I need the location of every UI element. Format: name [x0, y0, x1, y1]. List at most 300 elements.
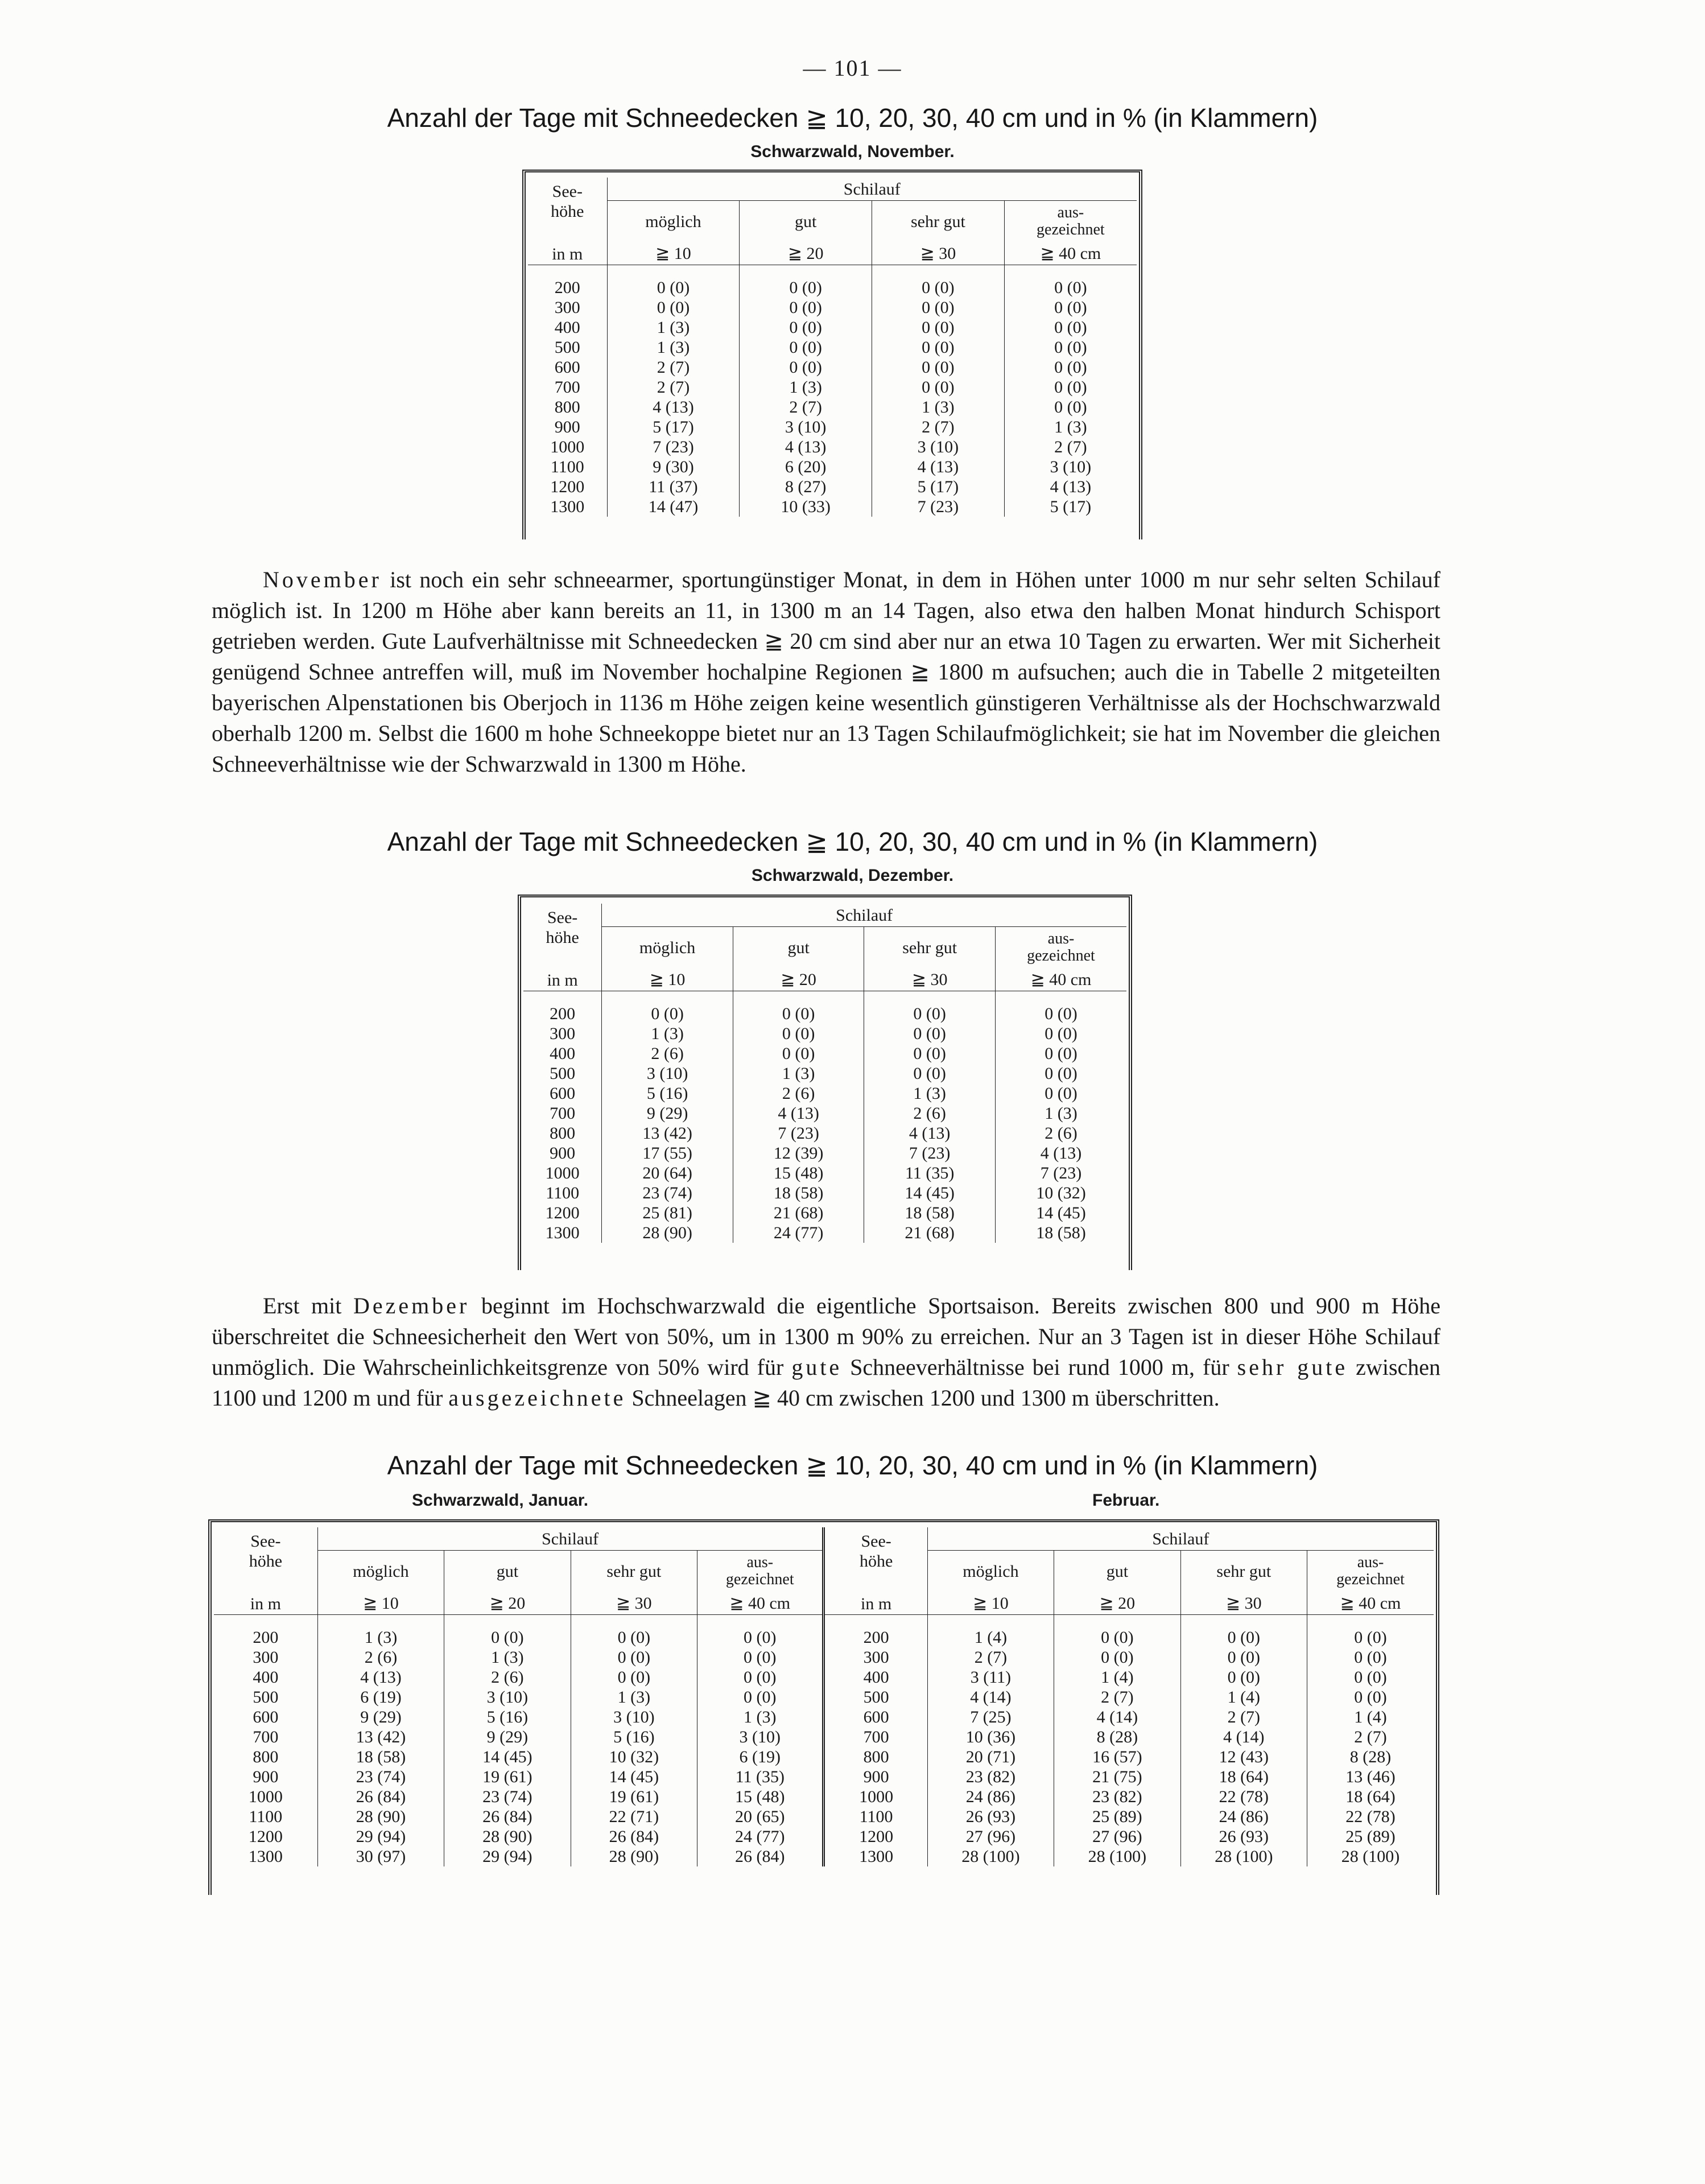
cell-value: 3 (10)	[444, 1687, 571, 1707]
table-row	[523, 1123, 1126, 1143]
cell-value: 3 (10)	[740, 417, 872, 437]
cell-value: 0 (0)	[1045, 1044, 1078, 1063]
col-header-label	[1004, 201, 1137, 242]
col-threshold: ≧ 40 cm	[1307, 1592, 1434, 1615]
spacer-cell	[607, 265, 740, 278]
col-label-line: sehr gut	[1216, 1561, 1271, 1581]
cell-seehoehe: 1000	[523, 1163, 602, 1183]
cell-value: 1 (3)	[1045, 1104, 1078, 1123]
cell-value: 0 (0)	[1054, 358, 1087, 377]
month-november: November	[263, 567, 382, 592]
col-header-label	[927, 1551, 1054, 1592]
col-threshold: ≧ 40 cm	[697, 1592, 824, 1615]
cell-value: 2 (7)	[740, 397, 872, 417]
cell-value: 0 (0)	[864, 1024, 996, 1044]
spacer-cell	[444, 1615, 571, 1628]
cell-value: 25 (89)	[1054, 1807, 1180, 1827]
cell-seehoehe: 1000	[824, 1787, 927, 1807]
cell-value: 24 (77)	[733, 1223, 864, 1243]
cell-seehoehe: 1200	[523, 1203, 602, 1223]
table-subtitle-dezember: Schwarzwald, Dezember.	[751, 866, 954, 885]
cell-value: 23 (74)	[317, 1767, 444, 1787]
cell-value: 0 (0)	[872, 357, 1005, 377]
cell-value: 0 (0)	[872, 318, 1005, 337]
cell-value: 3 (10)	[571, 1707, 697, 1727]
cell-value: 0 (0)	[607, 298, 740, 318]
cell-value: 1 (3)	[607, 318, 740, 337]
table-row	[214, 1787, 1434, 1807]
cell-seehoehe: 500	[824, 1687, 927, 1707]
month-dezember: Dezember	[353, 1293, 470, 1318]
col-label-line: gut	[795, 212, 817, 231]
col-label-line: gezeichnet	[1027, 947, 1095, 965]
col-label-line: aus-	[746, 1553, 774, 1571]
cell-value: 16 (57)	[1054, 1747, 1180, 1767]
cell-value: 15 (48)	[697, 1787, 824, 1807]
cell-value: 6 (19)	[697, 1747, 824, 1767]
cell-seehoehe: 1100	[523, 1183, 602, 1203]
cell-value: 0 (0)	[1180, 1647, 1307, 1667]
cell-value: 24 (86)	[927, 1787, 1054, 1807]
cell-value: 5 (16)	[602, 1083, 733, 1103]
cell-value: 2 (7)	[1054, 1687, 1180, 1707]
seehoehe-line: See-	[861, 1532, 891, 1551]
cell-value: 9 (29)	[317, 1707, 444, 1727]
cell-value: 1 (3)	[444, 1647, 571, 1667]
cell-seehoehe: 400	[824, 1667, 927, 1687]
cell-value: 0 (0)	[1180, 1627, 1307, 1647]
col-threshold: ≧ 20	[740, 242, 872, 265]
cell-seehoehe: 200	[523, 1004, 602, 1024]
cell-value: 8 (28)	[1349, 1748, 1392, 1766]
cell-value: 0 (0)	[872, 278, 1005, 298]
table-row	[523, 1143, 1126, 1163]
cell-value: 4 (14)	[1054, 1707, 1180, 1727]
table-row	[523, 1203, 1126, 1223]
cell-value: 14 (45)	[571, 1767, 697, 1787]
cell-value: 26 (84)	[571, 1827, 697, 1847]
table-row	[523, 1183, 1126, 1203]
cell-value: 0 (0)	[602, 1004, 733, 1024]
col-header-label	[733, 927, 864, 969]
col-header-label	[697, 1551, 824, 1592]
cell-value: 7 (23)	[872, 497, 1005, 517]
cell-seehoehe: 900	[824, 1767, 927, 1787]
cell-value: 0 (0)	[740, 278, 872, 298]
spacer-cell	[571, 1615, 697, 1628]
table-row	[214, 1747, 1434, 1767]
col-label-line: sehr gut	[606, 1561, 662, 1581]
cell-value: 23 (82)	[927, 1767, 1054, 1787]
cell-value: 29 (94)	[444, 1847, 571, 1866]
cell-value: 28 (90)	[602, 1223, 733, 1243]
cell-value: 10 (36)	[927, 1727, 1054, 1747]
cell-value: 14 (47)	[607, 497, 740, 517]
cell-seehoehe: 1300	[528, 497, 607, 517]
table-row	[523, 1223, 1126, 1243]
cell-seehoehe: 500	[523, 1064, 602, 1083]
cell-value: 23 (74)	[602, 1183, 733, 1203]
cell-value: 27 (96)	[927, 1827, 1054, 1847]
cell-value: 22 (78)	[1345, 1807, 1396, 1826]
col-threshold: ≧ 30	[864, 968, 996, 991]
cell-value: 0 (0)	[607, 278, 740, 298]
cell-seehoehe: 600	[528, 357, 607, 377]
spacer-cell	[824, 1615, 927, 1628]
cell-value: 1 (4)	[1354, 1708, 1387, 1726]
col-label-line: aus-	[1057, 204, 1084, 221]
col-label-line: sehr gut	[910, 212, 965, 231]
paragraph-dezember-lead: Erst mit	[263, 1293, 354, 1318]
cell-value: 0 (0)	[872, 377, 1005, 397]
cell-seehoehe: 300	[523, 1024, 602, 1044]
cell-value: 18 (58)	[1036, 1223, 1086, 1242]
spacer-cell	[528, 265, 607, 278]
cell-seehoehe: 700	[214, 1727, 317, 1747]
table-row	[214, 1827, 1434, 1847]
paragraph-dezember-part1: beginnt im Hochschwarzwald die eigentliche Sportsaison. Bereits zwischen 800 und 900 m Höhe überschreitet die Schneesicherheit den Wert von 50%, um in 1300 m 90% zu erreichen. Nur an 3 Tagen ist in dieser Höhe Schilauf unmöglich. Die Wahrscheinlichkeitsgrenze von 50% wird für	[212, 1293, 1440, 1380]
cell-value: 20 (64)	[602, 1163, 733, 1183]
col-header-label	[444, 1551, 571, 1592]
table-row	[214, 1687, 1434, 1707]
cell-value: 2 (7)	[927, 1647, 1054, 1667]
col-header-label	[317, 1551, 444, 1592]
col-label-line: sehr gut	[902, 938, 957, 957]
cell-value: 14 (45)	[864, 1183, 996, 1203]
cell-value: 1 (3)	[571, 1687, 697, 1707]
cell-value: 2 (7)	[607, 357, 740, 377]
cell-value: 0 (0)	[697, 1667, 824, 1687]
cell-value: 10 (33)	[740, 497, 872, 517]
col-label-line: gut	[787, 938, 810, 957]
cell-value: 0 (0)	[864, 1004, 996, 1024]
emph-gute: gute	[791, 1354, 843, 1380]
cell-value: 0 (0)	[571, 1667, 697, 1687]
spacer-cell	[872, 265, 1005, 278]
cell-value: 10 (32)	[1036, 1184, 1086, 1202]
seehoehe-line: See-	[547, 908, 578, 927]
cell-value: 3 (10)	[697, 1727, 824, 1747]
cell-value: 0 (0)	[571, 1647, 697, 1667]
col-label-line: gut	[1106, 1561, 1129, 1581]
cell-value: 13 (42)	[317, 1727, 444, 1747]
emph-sehr-gute: sehr gute	[1237, 1354, 1348, 1380]
cell-seehoehe: 300	[824, 1647, 927, 1667]
cell-value: 0 (0)	[1054, 1627, 1180, 1647]
col-header-seehoehe	[214, 1527, 317, 1615]
cell-value: 11 (35)	[864, 1163, 996, 1183]
cell-value: 18 (58)	[864, 1203, 996, 1223]
seehoehe-unit: in m	[552, 245, 583, 263]
spacer-cell	[697, 1615, 824, 1628]
cell-value: 15 (48)	[733, 1163, 864, 1183]
cell-seehoehe: 1000	[528, 437, 607, 457]
table-row	[528, 278, 1137, 298]
cell-value: 13 (42)	[602, 1123, 733, 1143]
spacer-cell	[1054, 1615, 1180, 1628]
cell-value: 21 (68)	[733, 1203, 864, 1223]
cell-value: 0 (0)	[697, 1647, 824, 1667]
col-header-seehoehe	[824, 1527, 927, 1615]
cell-value: 1 (3)	[1054, 418, 1087, 436]
table-row	[523, 1064, 1126, 1083]
cell-value: 2 (7)	[607, 377, 740, 397]
seehoehe-line: höhe	[859, 1552, 893, 1571]
cell-value: 12 (43)	[1180, 1747, 1307, 1767]
spacer-cell	[1307, 1615, 1434, 1628]
col-header-label	[995, 927, 1126, 969]
col-header-label	[1180, 1551, 1307, 1592]
table-row	[528, 497, 1137, 517]
col-header-seehoehe	[528, 178, 607, 265]
cell-seehoehe: 700	[824, 1727, 927, 1747]
cell-value: 0 (0)	[733, 1004, 864, 1024]
paragraph-dezember	[212, 1291, 1440, 1414]
cell-value: 1 (3)	[872, 397, 1005, 417]
cell-value: 2 (7)	[1354, 1728, 1387, 1746]
cell-seehoehe: 900	[523, 1143, 602, 1163]
spacer-cell	[733, 991, 864, 1004]
seehoehe-unit: in m	[861, 1594, 892, 1613]
table-row	[528, 357, 1137, 377]
col-header-label	[1307, 1551, 1434, 1592]
cell-seehoehe: 800	[214, 1747, 317, 1767]
col-label-line: möglich	[353, 1561, 409, 1581]
cell-value: 4 (13)	[872, 457, 1005, 477]
cell-value: 2 (6)	[602, 1044, 733, 1064]
cell-value: 2 (6)	[1045, 1124, 1078, 1143]
cell-seehoehe: 500	[214, 1687, 317, 1707]
col-threshold: ≧ 20	[1054, 1592, 1180, 1615]
cell-seehoehe: 800	[528, 397, 607, 417]
cell-seehoehe: 800	[824, 1747, 927, 1767]
cell-seehoehe: 300	[528, 298, 607, 318]
cell-seehoehe: 1100	[214, 1807, 317, 1827]
table-title-dezember: Anzahl der Tage mit Schneedecken ≧ 10, 20, 30, 40 cm und in % (in Klammern)	[387, 827, 1318, 856]
cell-seehoehe: 200	[824, 1627, 927, 1647]
cell-value: 7 (23)	[864, 1143, 996, 1163]
cell-seehoehe: 400	[528, 318, 607, 337]
cell-value: 5 (17)	[872, 477, 1005, 497]
cell-seehoehe: 1200	[824, 1827, 927, 1847]
cell-value: 1 (3)	[740, 377, 872, 397]
table-row	[528, 417, 1137, 437]
col-label-line: gut	[496, 1561, 519, 1581]
cell-value: 0 (0)	[1180, 1667, 1307, 1687]
cell-value: 1 (3)	[864, 1083, 996, 1103]
cell-value: 4 (13)	[733, 1103, 864, 1123]
table-januar-februar	[214, 1527, 1434, 1866]
cell-value: 27 (96)	[1054, 1827, 1180, 1847]
cell-value: 4 (14)	[927, 1687, 1054, 1707]
cell-value: 1 (3)	[317, 1627, 444, 1647]
cell-seehoehe: 900	[214, 1767, 317, 1787]
col-header-label	[607, 201, 740, 242]
table-subtitle-februar: Februar.	[1092, 1491, 1160, 1510]
spacer-cell	[864, 991, 996, 1004]
cell-value: 20 (71)	[927, 1747, 1054, 1767]
cell-value: 28 (100)	[1341, 1847, 1400, 1866]
cell-value: 0 (0)	[740, 298, 872, 318]
table-row	[214, 1767, 1434, 1787]
table-november	[528, 178, 1137, 517]
cell-seehoehe: 1300	[214, 1847, 317, 1866]
cell-value: 8 (28)	[1054, 1727, 1180, 1747]
cell-value: 0 (0)	[740, 337, 872, 357]
table-row	[523, 1103, 1126, 1123]
cell-value: 0 (0)	[1045, 1064, 1078, 1083]
cell-value: 0 (0)	[733, 1044, 864, 1064]
cell-value: 0 (0)	[571, 1627, 697, 1647]
cell-seehoehe: 1000	[214, 1787, 317, 1807]
col-threshold: ≧ 40 cm	[1004, 242, 1137, 265]
cell-value: 0 (0)	[1054, 1647, 1180, 1667]
table-title-januar-februar: Anzahl der Tage mit Schneedecken ≧ 10, 20, 30, 40 cm und in % (in Klammern)	[387, 1450, 1318, 1480]
cell-value: 0 (0)	[1045, 1004, 1078, 1023]
page-number: — 101 —	[803, 55, 902, 81]
table-row	[528, 397, 1137, 417]
cell-value: 1 (4)	[1180, 1687, 1307, 1707]
cell-seehoehe: 1200	[528, 477, 607, 497]
cell-value: 2 (6)	[444, 1667, 571, 1687]
cell-value: 13 (46)	[1345, 1767, 1396, 1786]
col-threshold: ≧ 10	[927, 1592, 1054, 1615]
col-threshold: ≧ 20	[733, 968, 864, 991]
table-row	[528, 298, 1137, 318]
spacer-cell	[927, 1615, 1054, 1628]
cell-value: 7 (23)	[1040, 1164, 1082, 1182]
cell-value: 2 (6)	[864, 1103, 996, 1123]
col-group-schilauf: Schilauf	[607, 178, 1137, 201]
cell-value: 25 (81)	[602, 1203, 733, 1223]
cell-value: 28 (90)	[571, 1847, 697, 1866]
cell-value: 0 (0)	[864, 1064, 996, 1083]
cell-value: 23 (74)	[444, 1787, 571, 1807]
cell-value: 0 (0)	[1045, 1024, 1078, 1043]
cell-value: 0 (0)	[1354, 1648, 1387, 1667]
table-row	[523, 1024, 1126, 1044]
spacer-cell	[1180, 1615, 1307, 1628]
cell-value: 29 (94)	[317, 1827, 444, 1847]
cell-value: 26 (84)	[444, 1807, 571, 1827]
table-dezember	[523, 904, 1126, 1243]
cell-value: 0 (0)	[1054, 298, 1087, 317]
table-row	[528, 377, 1137, 397]
cell-value: 26 (93)	[1180, 1827, 1307, 1847]
seehoehe-line: See-	[552, 182, 583, 201]
col-threshold: ≧ 30	[571, 1592, 697, 1615]
cell-seehoehe: 600	[214, 1707, 317, 1727]
cell-value: 0 (0)	[1354, 1688, 1387, 1707]
spacer-cell	[602, 991, 733, 1004]
cell-value: 3 (10)	[872, 437, 1005, 457]
col-threshold: ≧ 40 cm	[995, 968, 1126, 991]
cell-value: 4 (13)	[864, 1123, 996, 1143]
cell-seehoehe: 800	[523, 1123, 602, 1143]
table-row	[523, 1163, 1126, 1183]
col-label-line: aus-	[1047, 930, 1075, 947]
cell-seehoehe: 1100	[528, 457, 607, 477]
cell-value: 2 (7)	[872, 417, 1005, 437]
cell-value: 3 (10)	[1050, 458, 1092, 476]
cell-value: 0 (0)	[1354, 1668, 1387, 1687]
cell-value: 20 (65)	[697, 1807, 824, 1827]
cell-seehoehe: 1100	[824, 1807, 927, 1827]
paragraph-november	[212, 564, 1440, 780]
cell-value: 2 (6)	[317, 1647, 444, 1667]
spacer-cell	[214, 1615, 317, 1628]
seehoehe-line: höhe	[551, 202, 584, 221]
cell-seehoehe: 400	[214, 1667, 317, 1687]
table-row	[214, 1807, 1434, 1827]
table-row	[528, 318, 1137, 337]
col-threshold: ≧ 30	[872, 242, 1005, 265]
cell-value: 0 (0)	[1054, 338, 1087, 357]
cell-value: 1 (3)	[733, 1064, 864, 1083]
cell-value: 4 (13)	[1050, 477, 1092, 496]
cell-value: 24 (77)	[697, 1827, 824, 1847]
cell-seehoehe: 200	[528, 278, 607, 298]
table-row	[523, 1083, 1126, 1103]
cell-value: 22 (71)	[571, 1807, 697, 1827]
cell-value: 1 (3)	[607, 337, 740, 357]
col-group-schilauf: Schilauf	[317, 1527, 824, 1551]
paragraph-dezember-part3: zwischen 1100 und 1200 m und für	[212, 1354, 1441, 1411]
col-label-line: möglich	[963, 1561, 1019, 1581]
col-group-schilauf: Schilauf	[602, 904, 1126, 927]
cell-value: 21 (68)	[864, 1223, 996, 1243]
cell-value: 0 (0)	[1054, 398, 1087, 417]
cell-value: 18 (58)	[733, 1183, 864, 1203]
spacer-cell	[995, 991, 1126, 1004]
cell-value: 17 (55)	[602, 1143, 733, 1163]
table-row	[214, 1707, 1434, 1727]
cell-value: 1 (4)	[927, 1627, 1054, 1647]
table-row	[523, 1044, 1126, 1064]
cell-seehoehe: 600	[824, 1707, 927, 1727]
cell-seehoehe: 1200	[214, 1827, 317, 1847]
cell-value: 3 (11)	[927, 1667, 1054, 1687]
cell-value: 9 (29)	[602, 1103, 733, 1123]
col-header-label	[1054, 1551, 1180, 1592]
cell-value: 1 (3)	[602, 1024, 733, 1044]
cell-value: 18 (64)	[1345, 1787, 1396, 1806]
cell-value: 0 (0)	[733, 1024, 864, 1044]
cell-value: 0 (0)	[1054, 378, 1087, 397]
cell-seehoehe: 1300	[824, 1847, 927, 1866]
cell-value: 8 (27)	[740, 477, 872, 497]
cell-value: 28 (90)	[444, 1827, 571, 1847]
emph-ausgezeichnete: ausgezeichnete	[448, 1385, 626, 1411]
seehoehe-line: See-	[250, 1532, 281, 1551]
col-label-line: aus-	[1357, 1553, 1384, 1571]
cell-value: 0 (0)	[740, 357, 872, 377]
table-subtitle-januar: Schwarzwald, Januar.	[412, 1491, 589, 1510]
col-header-label	[571, 1551, 697, 1592]
col-group-schilauf: Schilauf	[927, 1527, 1434, 1551]
cell-value: 0 (0)	[1054, 318, 1087, 337]
col-label-line: möglich	[645, 212, 701, 231]
cell-value: 6 (20)	[740, 457, 872, 477]
col-header-label	[872, 201, 1005, 242]
cell-value: 26 (84)	[317, 1787, 444, 1807]
cell-value: 3 (10)	[602, 1064, 733, 1083]
cell-value: 11 (37)	[607, 477, 740, 497]
spacer-cell	[740, 265, 872, 278]
cell-seehoehe: 200	[214, 1627, 317, 1647]
cell-seehoehe: 900	[528, 417, 607, 437]
cell-value: 10 (32)	[571, 1747, 697, 1767]
